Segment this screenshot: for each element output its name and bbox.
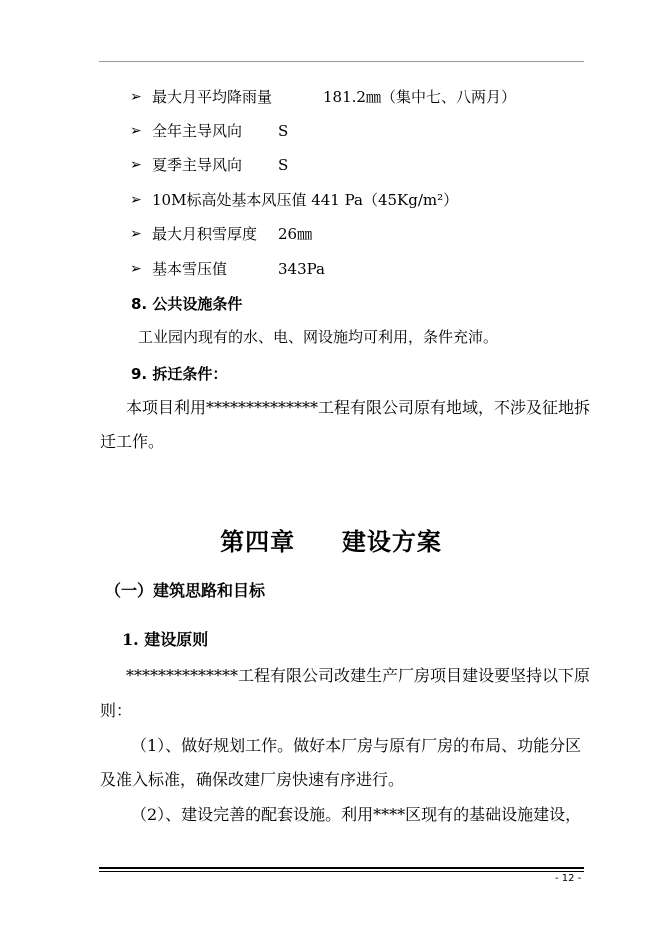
- item-value: S: [278, 122, 289, 140]
- chapter-number: 第四章: [220, 527, 296, 556]
- item-value: 343Pa: [278, 260, 325, 278]
- section-8-heading: 8. 公共设施条件: [131, 295, 243, 313]
- item-value: S: [278, 156, 289, 174]
- item-1-heading: 1. 建设原则: [122, 630, 209, 649]
- item-label: 基本雪压值: [152, 260, 228, 278]
- arrow-bullet-icon: ➢: [130, 192, 142, 208]
- chapter-name: 建设方案: [341, 527, 442, 556]
- item-label: 最大月平均降雨量: [152, 88, 273, 106]
- item-1-intro-line1: **************工程有限公司改建生产厂房项目建设要坚持以下原: [126, 666, 591, 685]
- item-1-p2-line1: （2）、建设完善的配套设施。利用****区现有的基础设施建设，: [131, 805, 582, 824]
- footer-rule: [99, 867, 584, 869]
- section-8-text: 工业园内现有的水、电、网设施均可利用，条件充沛。: [138, 328, 499, 346]
- section-9-text-line2: 迁工作。: [100, 432, 165, 451]
- section-9-text-line1: 本项目利用**************工程有限公司原有地域，不涉及征地拆: [126, 398, 591, 417]
- arrow-bullet-icon: ➢: [130, 123, 142, 139]
- item-label: 全年主导风向: [152, 122, 243, 140]
- arrow-bullet-icon: ➢: [130, 226, 142, 242]
- item-1-p1-line2: 及准入标准，确保改建厂房快速有序进行。: [100, 770, 405, 789]
- item-1-p1-line1: （1）、做好规划工作。做好本厂房与原有厂房的布局、功能分区: [131, 736, 582, 755]
- item-label: 10M标高处基本风压值 441 Pa（45Kg/m²）: [152, 191, 459, 209]
- header-rule: [99, 61, 584, 62]
- item-value: 26㎜: [278, 225, 313, 243]
- footer-rule-thin: [99, 871, 584, 872]
- arrow-bullet-icon: ➢: [130, 261, 142, 277]
- arrow-bullet-icon: ➢: [130, 89, 142, 105]
- page-number: - 12 -: [555, 873, 582, 884]
- item-1-intro-line2: 则：: [100, 701, 133, 720]
- arrow-bullet-icon: ➢: [130, 157, 142, 173]
- item-value: 181.2㎜（集中七、八两月）: [323, 88, 516, 106]
- subsection-heading: （一）建筑思路和目标: [105, 581, 266, 600]
- item-label: 最大月积雪厚度: [152, 225, 258, 243]
- section-9-heading: 9. 拆迁条件：: [131, 365, 228, 383]
- chapter-title: [0, 522, 662, 557]
- item-label: 夏季主导风向: [152, 156, 243, 174]
